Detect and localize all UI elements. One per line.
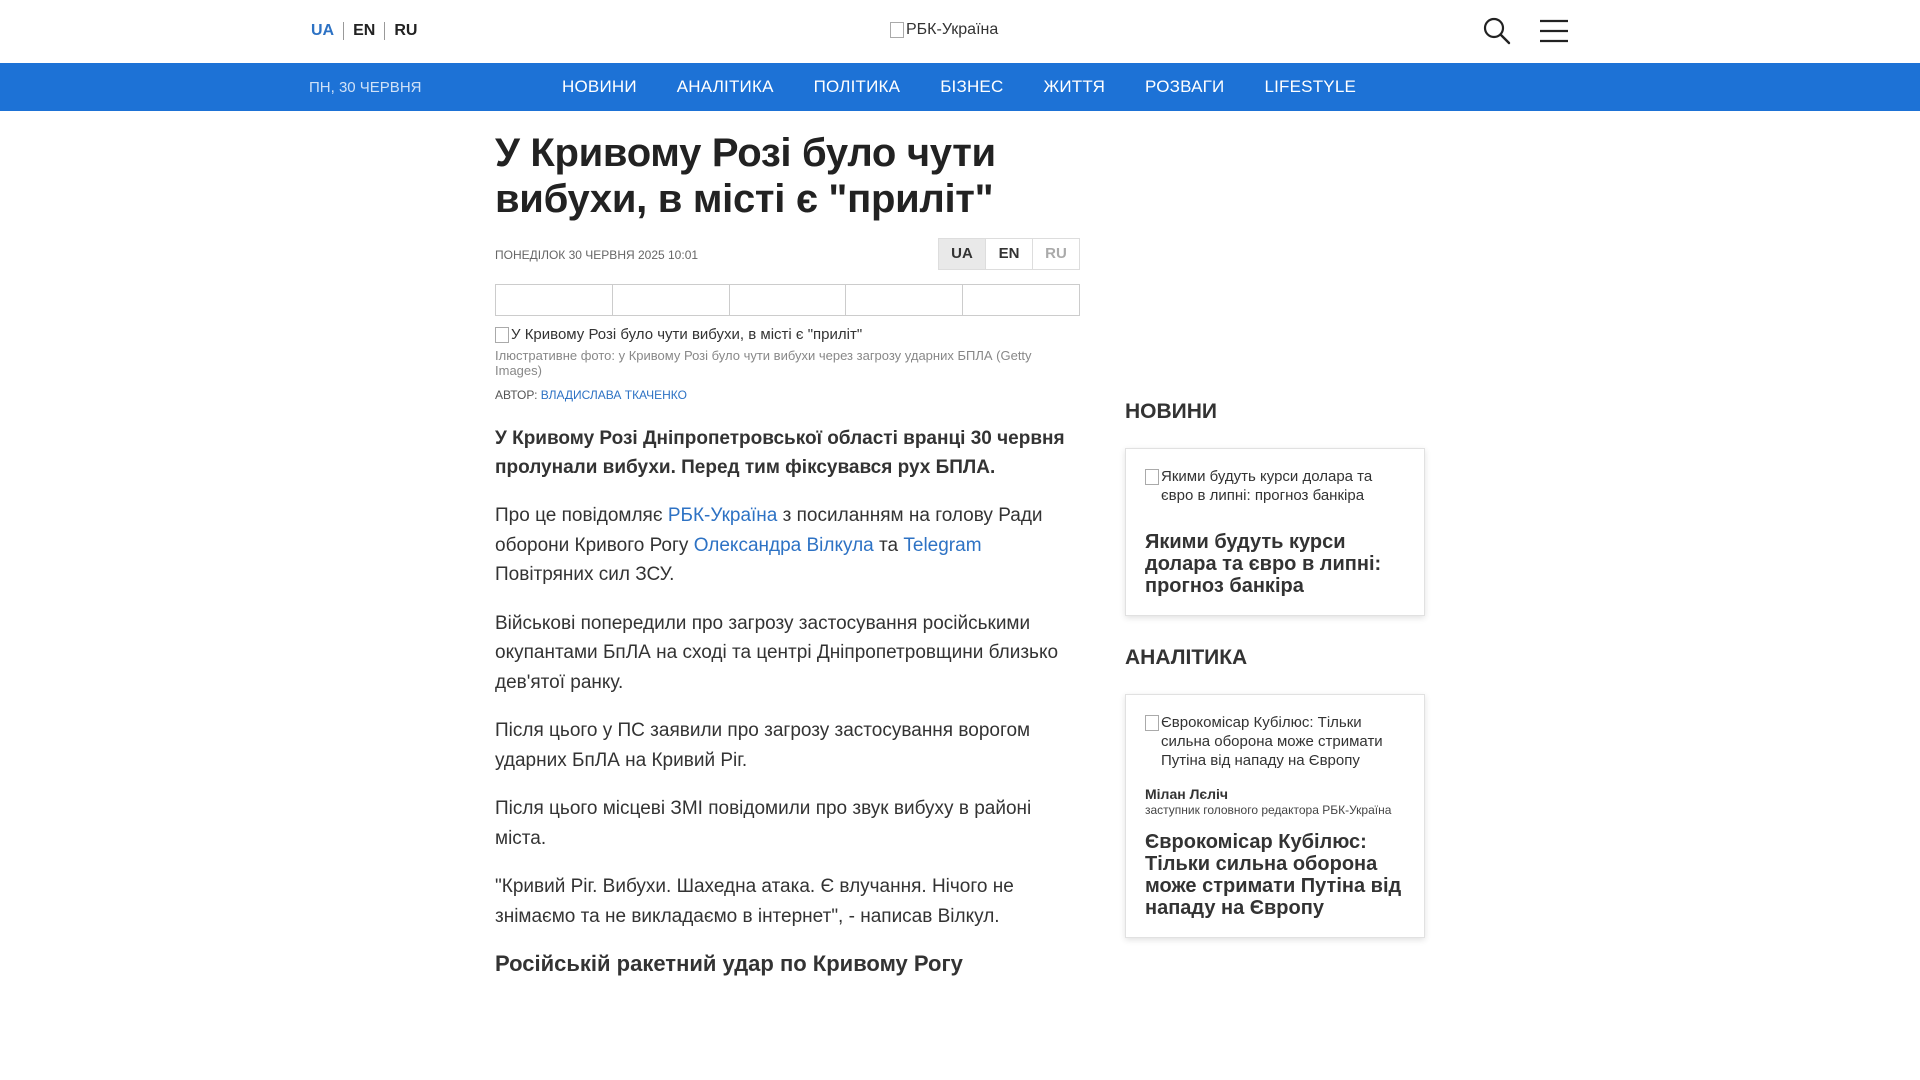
share-button[interactable]: [613, 285, 730, 315]
broken-image-icon: [1145, 715, 1159, 731]
nav-item-news[interactable]: НОВИНИ: [562, 77, 637, 96]
publish-date: ПОНЕДІЛОК 30 ЧЕРВНЯ 2025 10:01: [495, 248, 699, 262]
logo-alt-text: РБК-Україна: [906, 21, 999, 38]
text: з посиланням на голову Ради оборони Кривого Рогу: [495, 505, 1043, 556]
broken-image-icon: [890, 22, 904, 38]
analytics-card[interactable]: [1125, 694, 1425, 938]
nav-item-politics[interactable]: ПОЛІТИКА: [813, 77, 901, 96]
text: Повітряних сил ЗСУ.: [495, 564, 675, 585]
analytics-card-image-alt: Єврокомісар Кубілюс: Тільки сильна оборона може стримати Путіна від нападу на Європу: [1161, 714, 1383, 769]
share-buttons: [495, 284, 1080, 316]
article-lang-ua[interactable]: UA: [939, 239, 985, 269]
share-button[interactable]: [963, 285, 1079, 315]
article-headline: У Кривому Розі було чути вибухи, в місті є "приліт": [495, 131, 996, 221]
article-image-alt: У Кривому Розі було чути вибухи, в місті є "приліт": [511, 326, 863, 343]
current-date: ПН, 30 ЧЕРВНЯ: [309, 79, 422, 96]
lang-en-link[interactable]: EN: [353, 22, 376, 39]
language-switcher: [311, 22, 426, 40]
paragraph: Після цього у ПС заявили про загрозу застосування ворогом ударних БпЛА на Кривий Ріг.: [495, 720, 1031, 771]
lang-ru-link[interactable]: RU: [394, 22, 418, 39]
article-author: [495, 388, 1080, 402]
article-image: [495, 326, 1080, 343]
news-card[interactable]: [1125, 448, 1425, 616]
article-lang-ru[interactable]: RU: [1045, 245, 1067, 262]
analytics-section-title[interactable]: АНАЛІТИКА: [1125, 646, 1248, 669]
article: [495, 130, 1080, 977]
site-logo[interactable]: [890, 21, 998, 39]
news-card-title[interactable]: Якими будуть курси долара та євро в липні: прогноз банкіра: [1145, 531, 1382, 597]
text: та: [873, 534, 904, 556]
nav-item-analytics[interactable]: АНАЛІТИКА: [676, 77, 774, 96]
image-caption: Ілюстративне фото: у Кривому Розі було чути вибухи через загрозу ударних БПЛА (Getty Images): [495, 348, 1032, 378]
news-card-image-alt: Якими будуть курси долара та євро в липні: прогноз банкіра: [1161, 468, 1373, 504]
telegram-link[interactable]: Telegram: [903, 534, 982, 556]
lang-ua-link[interactable]: UA: [311, 22, 335, 39]
hamburger-menu-icon[interactable]: [1538, 18, 1570, 44]
article-subheading: Російській ракетний удар по Кривому Рогу: [495, 951, 963, 976]
analytics-card-author-role: заступник головного редактора РБК-Україна: [1145, 803, 1392, 817]
analytics-card-image: [1145, 713, 1405, 770]
main-nav: [0, 63, 1920, 111]
author-label: АВТОР:: [495, 388, 541, 402]
nav-item-entertainment[interactable]: РОЗВАГИ: [1145, 77, 1225, 96]
share-button[interactable]: [496, 285, 613, 315]
analytics-card-title[interactable]: Єврокомісар Кубілюс: Тільки сильна оборона може стримати Путіна від нападу на Європу: [1145, 831, 1402, 919]
broken-image-icon: [495, 327, 509, 343]
article-meta: [495, 238, 1080, 272]
share-button[interactable]: [730, 285, 847, 315]
vilkul-link[interactable]: Олександра Вілкула: [693, 534, 874, 556]
paragraph: [495, 501, 1080, 590]
paragraph: Військові попередили про загрозу застосування російськими окупантами БпЛА на сході та центрі Дніпропетровщини близько дев'ятої ранку.: [495, 612, 1059, 693]
article-lang-en[interactable]: EN: [985, 239, 1033, 269]
top-bar: [0, 0, 1920, 63]
article-lead: У Кривому Розі Дніпропетровської області вранці 30 червня пролунали вибухи. Перед тим фіксувався рух БПЛА.: [495, 428, 1065, 478]
rbc-link[interactable]: РБК-Україна: [667, 505, 778, 526]
analytics-card-author: Мілан Лєліч: [1145, 786, 1229, 802]
broken-image-icon: [1145, 469, 1159, 485]
nav-menu: [562, 77, 1396, 97]
search-icon[interactable]: [1482, 16, 1512, 46]
author-link[interactable]: ВЛАДИСЛАВА ТКАЧЕНКО: [540, 388, 687, 402]
news-section-title[interactable]: НОВИНИ: [1125, 400, 1218, 423]
share-button[interactable]: [846, 285, 963, 315]
paragraph: Після цього місцеві ЗМІ повідомили про звук вибуху в районі міста.: [495, 798, 1032, 849]
sidebar: [1125, 400, 1425, 938]
nav-item-life[interactable]: ЖИТТЯ: [1043, 77, 1106, 96]
article-language-switcher: [938, 238, 1080, 270]
text: Про це повідомляє: [495, 505, 668, 526]
nav-item-business[interactable]: БІЗНЕС: [940, 77, 1004, 96]
news-card-image: [1145, 467, 1405, 505]
quote-paragraph: "Кривий Ріг. Вибухи. Шахедна атака. Є влучання. Нічого не знімаємо та не викладаємо в інтернет", - написав Вілкул.: [495, 876, 1014, 927]
nav-item-lifestyle[interactable]: LIFESTYLE: [1264, 77, 1357, 96]
